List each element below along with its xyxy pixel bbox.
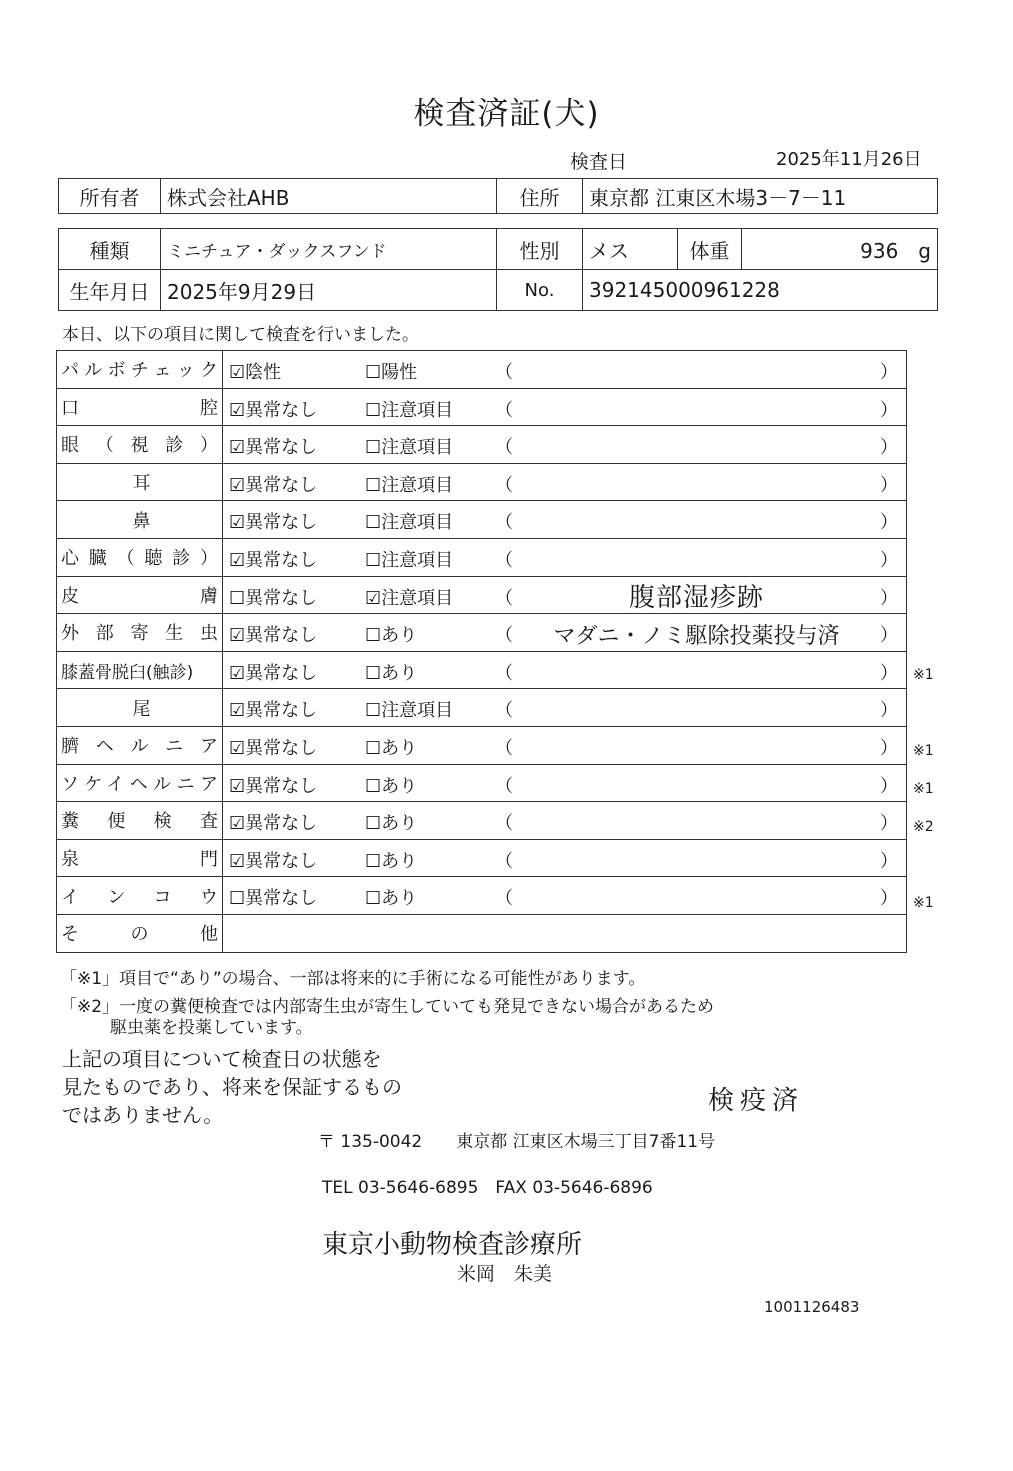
item-name-cell <box>57 877 223 915</box>
item-result-cell <box>223 689 907 727</box>
item-result-cell <box>223 388 907 426</box>
item-result-cell <box>223 538 907 576</box>
item-name: 臍ヘルニア <box>61 736 218 758</box>
note-close-paren: ） <box>880 700 898 722</box>
owner-table <box>58 178 938 214</box>
owner-value: 株式会社AHB <box>161 179 497 214</box>
note-open-paren: （ <box>495 850 513 872</box>
note-open-paren: （ <box>495 474 513 496</box>
result-option-2: ☐あり <box>365 850 418 872</box>
address-value: 東京都 江東区木場3－7－11 <box>583 179 938 214</box>
result-option-2: ☐あり <box>365 888 418 910</box>
result-option-2: ☐注意項目 <box>365 474 454 496</box>
clinic-address: 〒 135-0042 東京都 江東区木場三丁目7番11号 <box>318 1132 716 1152</box>
item-result-cell <box>223 426 907 464</box>
item-name-cell <box>57 689 223 727</box>
note-open-paren: （ <box>495 587 513 609</box>
weight-label: 体重 <box>678 229 742 270</box>
item-result-cell <box>223 877 907 915</box>
table-row <box>57 351 907 389</box>
item-result-cell <box>223 463 907 501</box>
note-open-paren: （ <box>495 625 513 647</box>
footnote-1: 「※1」項目で“あり”の場合、一部は将来的に手術になる可能性があります。 <box>60 969 646 989</box>
result-option-2: ☐注意項目 <box>365 549 454 571</box>
item-result-cell <box>223 351 907 389</box>
table-row <box>57 726 907 764</box>
item-name: インコウ <box>61 886 218 908</box>
result-option-1: ☐異常なし <box>229 888 318 910</box>
disclaimer-line1: 上記の項目について検査日の状態を <box>62 1047 382 1071</box>
result-option-2: ☐あり <box>365 775 418 797</box>
item-name: 眼（視診） <box>61 435 218 457</box>
result-option-1: ☑異常なし <box>229 775 318 797</box>
note-open-paren: （ <box>495 813 513 835</box>
page-title: 検査済証(犬) <box>413 96 600 132</box>
footnote-2-line1: 「※2」一度の糞便検査では内部寄生虫が寄生していても発見できない場合があるため <box>60 997 715 1017</box>
result-option-1: ☑異常なし <box>229 399 318 421</box>
note-open-paren: （ <box>495 700 513 722</box>
item-result-cell <box>223 802 907 840</box>
result-option-1: ☑異常なし <box>229 662 318 684</box>
birth-label: 生年月日 <box>59 270 161 311</box>
result-option-2: ☐あり <box>365 625 418 647</box>
table-row <box>57 651 907 689</box>
item-name-cell <box>57 501 223 539</box>
item-name-cell <box>57 839 223 877</box>
note-close-paren: ） <box>880 512 898 534</box>
note-close-paren: ） <box>880 662 898 684</box>
result-option-1: ☑陰性 <box>229 362 282 383</box>
item-result-cell <box>223 839 907 877</box>
item-name-cell <box>57 802 223 840</box>
table-row <box>57 576 907 614</box>
item-name-cell <box>57 726 223 764</box>
weight-value: 936 g <box>742 229 938 270</box>
item-result-cell <box>223 651 907 689</box>
result-option-2: ☐あり <box>365 813 418 835</box>
table-row <box>57 501 907 539</box>
result-option-1: ☑異常なし <box>229 700 318 722</box>
inspection-items-table <box>56 350 907 953</box>
sex-label: 性別 <box>497 229 583 270</box>
item-name: ソケイヘルニア <box>61 773 218 795</box>
table-row <box>57 802 907 840</box>
table-row <box>57 877 907 915</box>
item-name: 糞便検査 <box>61 811 218 833</box>
note-close-paren: ） <box>880 888 898 910</box>
note-close-paren: ） <box>880 362 898 383</box>
item-result-cell <box>223 614 907 652</box>
item-name: その他 <box>61 924 218 946</box>
footnote-reference-mark: ※1 <box>913 781 934 798</box>
item-name-cell <box>57 764 223 802</box>
item-name-cell <box>57 914 223 952</box>
sex-value: メス <box>583 229 678 270</box>
footnote-reference-mark: ※1 <box>913 743 934 759</box>
disclaimer-line3: ではありません。 <box>62 1103 224 1127</box>
note-close-paren: ） <box>880 813 898 835</box>
clinic-phone-fax: TEL 03-5646-6895 FAX 03-5646-6896 <box>322 1178 653 1198</box>
result-option-2: ☐あり <box>365 662 418 684</box>
result-option-1: ☑異常なし <box>229 625 318 647</box>
table-row <box>57 538 907 576</box>
animal-table <box>58 228 938 311</box>
item-name: 耳 <box>132 473 151 495</box>
note-close-paren: ） <box>880 625 898 647</box>
item-result-cell <box>223 764 907 802</box>
result-option-1: ☑異常なし <box>229 737 318 759</box>
note-open-paren: （ <box>495 888 513 910</box>
item-name-cell <box>57 426 223 464</box>
item-name-cell <box>57 351 223 389</box>
item-result-cell <box>223 501 907 539</box>
item-note: 腹部湿疹跡 <box>628 582 764 613</box>
result-option-2: ☐注意項目 <box>365 437 454 459</box>
result-option-1: ☑異常なし <box>229 850 318 872</box>
item-name: パルボチェック <box>61 360 218 382</box>
breed-label: 種類 <box>59 229 161 270</box>
note-open-paren: （ <box>495 362 513 383</box>
table-row <box>57 914 907 952</box>
note-close-paren: ） <box>880 737 898 759</box>
inspector-name: 米岡 朱美 <box>457 1263 553 1285</box>
table-row <box>57 839 907 877</box>
result-option-2: ☐あり <box>365 737 418 759</box>
inspection-date: 2025年11月26日 <box>776 149 922 170</box>
note-open-paren: （ <box>495 662 513 684</box>
note-open-paren: （ <box>495 512 513 534</box>
footnote-reference-mark: ※1 <box>913 895 934 912</box>
note-open-paren: （ <box>495 399 513 421</box>
footnote-2-line2: 駆虫薬を投薬しています。 <box>110 1018 313 1038</box>
note-close-paren: ） <box>880 775 898 797</box>
item-name-cell <box>57 614 223 652</box>
owner-label: 所有者 <box>59 179 161 214</box>
note-close-paren: ） <box>880 437 898 459</box>
birth-value: 2025年9月29日 <box>161 270 497 311</box>
item-name-cell <box>57 576 223 614</box>
table-row <box>57 689 907 727</box>
result-option-1: ☑異常なし <box>229 549 318 571</box>
no-label: No. <box>497 270 583 311</box>
item-name-cell <box>57 651 223 689</box>
table-row <box>57 614 907 652</box>
no-value: 392145000961228 <box>583 270 938 311</box>
result-option-2: ☐注意項目 <box>365 512 454 534</box>
result-option-1: ☑異常なし <box>229 512 318 534</box>
result-option-1: ☑異常なし <box>229 813 318 835</box>
result-option-2: ☐陽性 <box>365 362 418 383</box>
note-close-paren: ） <box>880 474 898 496</box>
table-row <box>57 388 907 426</box>
note-open-paren: （ <box>495 737 513 759</box>
table-row <box>57 426 907 464</box>
serial-number: 1001126483 <box>764 1298 860 1316</box>
result-option-2: ☐注意項目 <box>365 700 454 722</box>
note-close-paren: ） <box>880 587 898 609</box>
item-result-cell <box>223 914 907 952</box>
note-open-paren: （ <box>495 549 513 571</box>
intro-text: 本日、以下の項目に関して検査を行いました。 <box>62 325 419 345</box>
item-note: マダニ・ノミ駆除投薬投与済 <box>553 624 840 650</box>
item-name: 心臓（聴診） <box>61 548 218 570</box>
item-name-cell <box>57 538 223 576</box>
item-name: 口腔 <box>61 397 218 419</box>
clinic-name: 東京小動物検査診療所 <box>322 1230 583 1260</box>
disclaimer <box>62 1045 402 1129</box>
item-name: 鼻 <box>132 510 151 532</box>
result-option-2: ☑注意項目 <box>365 587 454 609</box>
table-row <box>57 463 907 501</box>
note-close-paren: ） <box>880 549 898 571</box>
item-name: 外部寄生虫 <box>61 623 218 645</box>
inspection-date-label: 検査日 <box>570 151 628 173</box>
breed-value: ミニチュア・ダックスフンド <box>161 229 497 270</box>
item-name: 泉門 <box>61 849 218 871</box>
item-result-cell <box>223 726 907 764</box>
result-option-1: ☐異常なし <box>229 587 318 609</box>
note-open-paren: （ <box>495 775 513 797</box>
result-option-1: ☑異常なし <box>229 437 318 459</box>
footnote-reference-mark: ※1 <box>913 666 934 683</box>
disclaimer-line2: 見たものであり、将来を保証するもの <box>62 1075 402 1099</box>
result-option-1: ☑異常なし <box>229 474 318 496</box>
quarantine-stamp: 検疫済 <box>708 1086 805 1116</box>
item-result-cell <box>223 576 907 614</box>
footnote-reference-mark: ※2 <box>913 819 934 836</box>
address-label: 住所 <box>497 179 583 214</box>
note-close-paren: ） <box>880 850 898 872</box>
result-option-2: ☐注意項目 <box>365 399 454 421</box>
table-row <box>57 764 907 802</box>
note-open-paren: （ <box>495 437 513 459</box>
item-name-cell <box>57 388 223 426</box>
note-close-paren: ） <box>880 399 898 421</box>
item-name: 膝蓋骨脱臼(触診) <box>61 662 194 683</box>
item-name: 尾 <box>132 698 151 720</box>
item-name: 皮膚 <box>61 585 218 607</box>
item-name-cell <box>57 463 223 501</box>
